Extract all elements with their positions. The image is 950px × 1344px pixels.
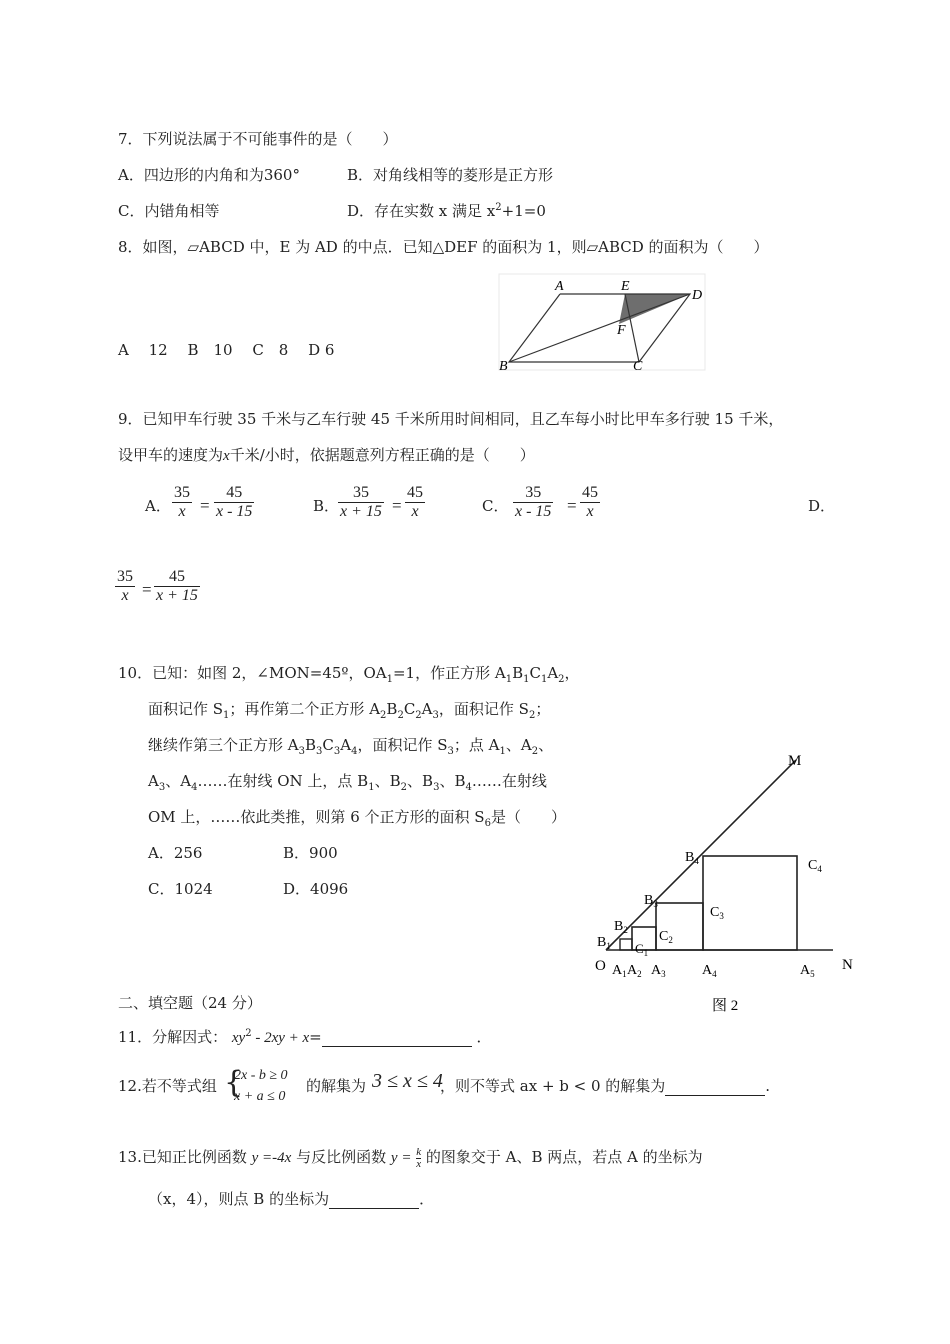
q9-c-left-fraction: $\frac{35}{x - 15}$ xyxy=(515,484,552,520)
label-a3: $A_3$ xyxy=(651,963,666,979)
label-a2: $A_2$ xyxy=(627,963,642,979)
q8-options: A 12 B 10 C 8 D 6 xyxy=(118,341,335,359)
q12-system-line1: 2x - b ≥ 0 xyxy=(234,1068,288,1083)
label-a: A xyxy=(555,279,564,294)
q12-answer-blank[interactable] xyxy=(665,1077,765,1096)
q9-b-equals: = xyxy=(392,496,402,515)
label-c2: $C_2$ xyxy=(659,929,673,945)
q9-d-right-fraction: $\frac{45}{x + 15}$ xyxy=(156,568,198,604)
squares-on-angle-figure xyxy=(590,745,870,1020)
q9-option-b-label: B． xyxy=(313,497,340,515)
q10-line3: 继续作第三个正方形 $A_3B_3C_3A_4$，面积记作 $S_3$；点 $A_1$、$A_2$、 xyxy=(148,736,554,757)
q9-d-equals: = xyxy=(142,580,152,599)
q13-line2: （x，4），则点 B 的坐标为 ． xyxy=(148,1190,435,1208)
q9-line2: 设甲车的速度为x千米/小时，依据题意列方程正确的是（ ） xyxy=(118,446,535,464)
q9-a-equals: = xyxy=(200,496,210,515)
label-e: E xyxy=(621,279,630,294)
q7-option-a: A．四边形的内角和为360° xyxy=(118,166,300,184)
q7-option-d: D．存在实数 x 满足 $x^2+1=0$ xyxy=(347,202,546,220)
q7-stem: 7．下列说法属于不可能事件的是（ ） xyxy=(118,130,398,148)
parallelogram-figure xyxy=(497,272,707,372)
q9-c-right-fraction: $\frac{45}{x}$ xyxy=(582,484,598,520)
q9-option-a-label: A． xyxy=(145,497,171,515)
label-n: N xyxy=(842,957,853,973)
q10-line1: 10．已知：如图 2，∠MON=45º，$OA_1=1$，作正方形 $A_1B_1C_1A_2$， xyxy=(118,664,580,685)
label-b1: $B_1$ xyxy=(597,935,611,951)
q10-line5: OM 上，……依此类推，则第 6 个正方形的面积 $S_6$是（ ） xyxy=(148,808,566,829)
q12-solution: 3 ≤ x ≤ 4 xyxy=(372,1070,443,1092)
label-d: D xyxy=(692,288,703,303)
q9-d-left-fraction: $\frac{35}{x}$ xyxy=(117,568,133,604)
q12-system-line2: x + a ≤ 0 xyxy=(234,1089,286,1104)
q10-option-a: A．256 xyxy=(148,844,203,862)
q11-line: 11．分解因式： $xy^2 - 2xy + x=$ ． xyxy=(118,1028,492,1046)
label-a1: $A_1$ xyxy=(612,963,627,979)
label-c4: $C_4$ xyxy=(808,858,822,874)
label-a5: $A_5$ xyxy=(800,963,815,979)
label-b2: $B_2$ xyxy=(614,919,628,935)
q12-pre: 12.若不等式组 xyxy=(118,1077,217,1095)
q9-b-left-fraction: $\frac{35}{x + 15}$ xyxy=(340,484,382,520)
label-c: C xyxy=(633,359,643,372)
q13-inverse-fraction: $\frac{k}{x}$ xyxy=(416,1145,422,1170)
q10-option-d: D．4096 xyxy=(283,880,349,898)
q10-option-b: B．900 xyxy=(283,844,338,862)
q7-option-b: B．对角线相等的菱形是正方形 xyxy=(347,166,554,184)
q13-line1: 13.已知正比例函数 y =-4x 与反比例函数 y = $\frac{k}{x}$ 的图象交于 A、B 两点，若点 A 的坐标为 xyxy=(118,1145,703,1170)
q13-answer-blank[interactable] xyxy=(329,1190,419,1209)
label-b3: $B_3$ xyxy=(644,893,658,909)
q12-mid: 的解集为 xyxy=(306,1077,367,1095)
q9-c-equals: = xyxy=(567,496,577,515)
q10-option-c: C．1024 xyxy=(148,880,213,898)
label-b: B xyxy=(499,359,508,372)
label-a4: $A_4$ xyxy=(702,963,717,979)
q9-b-right-fraction: $\frac{45}{x}$ xyxy=(407,484,423,520)
label-b4: $B_4$ xyxy=(685,850,699,866)
q12-post: ，则不等式 ax + b < 0 的解集为 . xyxy=(440,1077,771,1095)
label-f: F xyxy=(617,323,626,338)
label-c3: $C_3$ xyxy=(710,905,724,921)
figure-caption: 图 2 xyxy=(712,998,739,1014)
section-2-heading: 二、填空题（24 分） xyxy=(118,994,262,1012)
label-o: O xyxy=(595,958,606,974)
q9-a-right-fraction: $\frac{45}{x - 15}$ xyxy=(216,484,253,520)
brace-icon: { xyxy=(224,1065,244,1100)
q9-a-left-fraction: $\frac{35}{x}$ xyxy=(174,484,190,520)
q9-option-c-label: C． xyxy=(482,497,509,515)
q10-line2: 面积记作 $S_1$；再作第二个正方形 $A_2B_2C_2A_3$，面积记作 $S_2$； xyxy=(148,700,551,721)
label-c1: $C_1$ xyxy=(635,941,649,958)
q8-stem: 8．如图，▱ABCD 中，E 为 AD 的中点．已知△DEF 的面积为 1，则▱ABCD 的面积为（ ） xyxy=(118,238,769,256)
q11-answer-blank[interactable] xyxy=(322,1028,472,1047)
q9-option-d-label: D． xyxy=(808,497,836,515)
label-m: M xyxy=(788,753,802,769)
q10-line4: $A_3$、$A_4\dots\dots$在射线 ON 上，点 $B_1$、$B_2$、$B_3$、$B_4\dots\dots$在射线 xyxy=(148,772,547,793)
q9-line1: 9．已知甲车行驶 35 千米与乙车行驶 45 千米所用时间相同，且乙车每小时比甲车多行驶 15 千米， xyxy=(118,410,784,428)
q7-option-c: C．内错角相等 xyxy=(118,202,220,220)
